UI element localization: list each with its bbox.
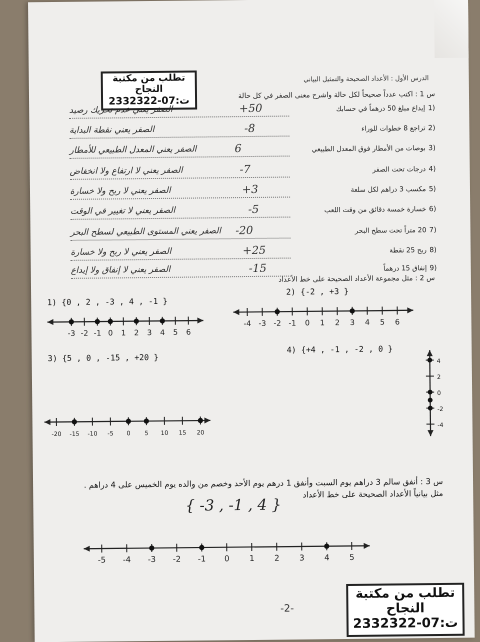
worksheet-page — [28, 0, 475, 642]
row-dotted-line — [69, 136, 289, 139]
question-1-text: س 1 : اكتب عدداً صحيحاً لكل حالة واشرح معنى الصفر في كل حالة — [135, 90, 435, 101]
row-statement: ربح 25 نقطة — [389, 246, 426, 254]
tick-label: -1 — [198, 554, 206, 563]
tick-label: 3 — [147, 328, 152, 337]
axis-line — [233, 310, 413, 312]
row-statement: إيداع مبلغ 50 درهماً في حسابك — [336, 104, 425, 113]
row-explanation: الصفر يعني عدم تحريك رصيد — [69, 105, 173, 116]
arrow-left — [233, 309, 239, 315]
tick-label: -3 — [148, 555, 156, 564]
row-number: 8) — [429, 246, 436, 254]
plotted-point — [149, 545, 154, 550]
tick-label: 2 — [134, 328, 139, 337]
q1-row — [69, 122, 435, 144]
row-explanation: الصفر يعني المعدل الطبيعي للأمطار — [70, 145, 197, 156]
tick-label: 0 — [108, 328, 113, 337]
page-fold — [434, 0, 469, 58]
tick-label: 5 — [145, 430, 149, 437]
page-number: -2- — [280, 604, 294, 615]
tick-label: -10 — [88, 431, 98, 438]
row-number: 2) — [428, 124, 435, 132]
row-answer: +25 — [243, 244, 266, 257]
plotted-point — [428, 406, 433, 411]
q1-row — [70, 142, 436, 164]
plotted-point — [95, 319, 100, 324]
tick-label: 6 — [395, 317, 400, 326]
arrow-left — [84, 546, 90, 552]
set-3-label: 3) {5 , 0 , -15 , +20 } — [48, 353, 159, 363]
arrow-left — [47, 319, 53, 325]
row-answer: +3 — [242, 183, 258, 196]
tick-label: 2 — [437, 374, 441, 381]
tick-label: -2 — [81, 329, 89, 338]
row-number: 9) — [430, 264, 437, 272]
tick-label: 5 — [173, 328, 178, 337]
row-number: 1) — [428, 104, 435, 112]
plotted-point — [144, 418, 149, 423]
tick-label: -2 — [173, 555, 181, 564]
plotted-point — [126, 419, 131, 424]
row-dotted-line — [69, 116, 289, 119]
tick-label: 15 — [179, 430, 187, 437]
plotted-point — [427, 358, 432, 363]
arrow-left — [44, 419, 50, 425]
plotted-point — [324, 544, 329, 549]
row-dotted-line — [70, 156, 290, 159]
tick-label: -1 — [94, 329, 102, 338]
tick-label: 20 — [197, 429, 205, 436]
row-number: 6) — [429, 205, 436, 213]
row-dotted-line — [71, 258, 291, 261]
row-answer: -7 — [240, 163, 251, 176]
row-dotted-line — [71, 276, 291, 279]
tick-label: 1 — [121, 328, 126, 337]
tick-label: 5 — [380, 318, 385, 327]
row-explanation: الصفر يعني المستوى الطبيعي لسطح البحر — [70, 226, 221, 238]
tick-label: 1 — [320, 318, 325, 327]
row-explanation: الصفر يعني لا إنفاق ولا إيداع — [71, 265, 171, 276]
row-answer: -15 — [249, 262, 267, 275]
row-statement: خسارة خمسة دقائق من وقت اللعب — [324, 205, 426, 214]
q1-row — [70, 203, 436, 225]
plotted-point — [198, 418, 203, 423]
set-2-label: 2) {-2 , +3 } — [286, 287, 349, 297]
tick-label: 4 — [324, 553, 329, 562]
question-2-text: س 2 : مثل مجموعة الأعداد الصحيحة على خط الأعداد — [278, 274, 435, 284]
tick-label: 2 — [335, 318, 340, 327]
row-explanation: الصفر يعني نقطة البداية — [69, 125, 154, 136]
tick-label: -20 — [52, 431, 62, 438]
stamp-line-2: ت:07-2332322 — [350, 617, 460, 633]
tick-label: -15 — [70, 431, 80, 438]
row-answer: -5 — [248, 203, 259, 216]
plotted-point — [69, 319, 74, 324]
library-stamp-bottom — [346, 583, 465, 637]
row-explanation: الصفر يعني لا تغيير في الوقت — [70, 206, 175, 217]
number-line-1 — [45, 308, 205, 344]
row-number: 3) — [428, 144, 435, 152]
q1-row — [69, 102, 435, 124]
plotted-point — [72, 419, 77, 424]
stamp-line-2: ت:07-2332322 — [105, 95, 193, 107]
row-dotted-line — [70, 217, 290, 220]
number-line-2 — [231, 298, 415, 334]
plotted-point — [160, 318, 165, 323]
row-answer: +50 — [239, 102, 262, 115]
row-answer: -8 — [244, 122, 255, 135]
arrow-right — [407, 307, 413, 313]
tick-label: 0 — [224, 554, 229, 563]
row-dotted-line — [71, 238, 291, 241]
q1-row — [70, 224, 436, 246]
plotted-point — [428, 398, 433, 403]
row-number: 7) — [429, 226, 436, 234]
tick-label: -1 — [289, 319, 297, 328]
plotted-point — [350, 308, 355, 313]
tick-label: 4 — [365, 318, 370, 327]
plotted-point — [199, 545, 204, 550]
tick-label: -3 — [68, 329, 76, 338]
stamp-line-1: تطلب من مكتبة النجاح — [350, 587, 460, 618]
row-statement: تراجع 8 خطوات للوراء — [361, 124, 425, 133]
plotted-point — [134, 319, 139, 324]
tick-label: 2 — [274, 554, 279, 563]
tick-label: -4 — [123, 555, 131, 564]
arrow-up — [427, 350, 433, 356]
row-answer: -20 — [235, 224, 253, 237]
row-number: 4) — [429, 165, 436, 173]
row-number: 5) — [429, 185, 436, 193]
tick-label: -5 — [108, 430, 114, 437]
question-1-rows — [28, 0, 468, 2]
tick-label: 0 — [127, 430, 131, 437]
set-1-label: 1) {0 , 2 , -3 , 4 , -1 } — [47, 297, 168, 307]
row-statement: مكسب 3 دراهم لكل سلعة — [351, 185, 426, 194]
number-line-q3 — [82, 534, 372, 573]
question-3-answer-set: { -3 , -1 , 4 } — [185, 496, 281, 515]
row-dotted-line — [70, 177, 290, 180]
set-4-label: 4) {+4 , -1 , -2 , 0 } — [287, 345, 393, 355]
arrow-right — [197, 317, 203, 323]
arrow-right — [364, 543, 370, 549]
tick-label: 10 — [161, 430, 169, 437]
row-statement: إنفاق 15 درهماً — [383, 264, 427, 272]
stamp-line-1: تطلب من مكتبة النجاح — [105, 74, 193, 97]
number-line-4 — [416, 348, 451, 438]
tick-label: 4 — [160, 328, 165, 337]
row-statement: درجات تحت الصفر — [372, 165, 425, 174]
row-answer: 6 — [234, 142, 241, 155]
lesson-title: الدرس الأول : الأعداد الصحيحة والتمثيل البياني — [303, 74, 428, 83]
tick-label: 5 — [349, 553, 354, 562]
q1-row — [70, 163, 436, 185]
tick-label: 4 — [437, 358, 441, 365]
tick-label: 0 — [437, 390, 441, 397]
row-explanation: الصفر يعني لا ربح ولا خسارة — [71, 247, 172, 258]
q1-row — [70, 183, 436, 205]
row-explanation: الصفر يعني لا ارتفاع ولا انخفاض — [70, 166, 183, 177]
tick-label: -4 — [244, 319, 252, 328]
plotted-point — [428, 390, 433, 395]
tick-label: 0 — [305, 318, 310, 327]
row-statement: بوصات من الأمطار فوق المعدل الطبيعي — [312, 144, 426, 153]
tick-label: -3 — [259, 319, 267, 328]
row-statement: 20 متراً تحت سطح البحر — [355, 226, 426, 235]
tick-label: -2 — [274, 319, 282, 328]
tick-label: 1 — [249, 554, 254, 563]
number-line-3 — [42, 408, 212, 444]
tick-label: 3 — [299, 553, 304, 562]
question-3-text: س 3 : أنفق سالم 3 دراهم يوم السبت وأنفق 1 درهم يوم الأحد وخصم من والده يوم الخميس على 4 دراهم . مثل بيانياً الأعداد الصحيحة على خط الأعداد — [83, 476, 443, 503]
plotted-point — [108, 319, 113, 324]
tick-label: -4 — [437, 422, 443, 429]
arrow-down — [428, 430, 434, 436]
arrow-right — [204, 417, 210, 423]
plotted-point — [275, 309, 280, 314]
tick-label: 3 — [350, 318, 355, 327]
tick-label: -2 — [437, 406, 443, 413]
row-explanation: الصفر يعني لا ربح ولا خسارة — [70, 186, 171, 197]
row-dotted-line — [70, 197, 290, 200]
tick-label: -5 — [98, 556, 106, 565]
tick-label: 6 — [186, 328, 191, 337]
